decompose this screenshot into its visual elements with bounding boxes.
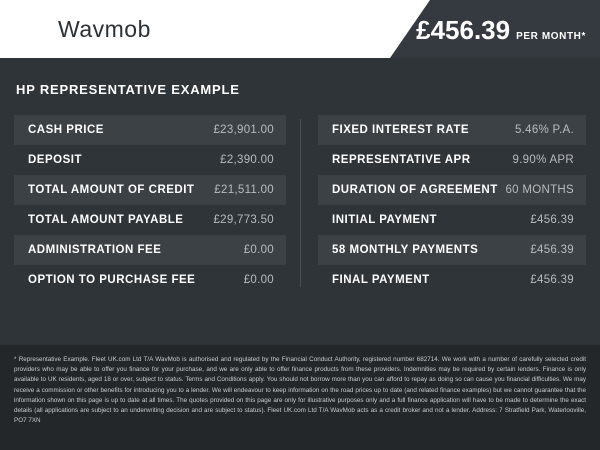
row-value: 5.46% P.A.	[514, 124, 574, 136]
row-label: 58 MONTHLY PAYMENTS	[332, 244, 479, 256]
row-value: £21,511.00	[214, 184, 274, 196]
row-value: 9.90% APR	[512, 154, 574, 166]
row-label: FIXED INTEREST RATE	[332, 124, 470, 136]
column-divider	[300, 119, 301, 287]
page-header	[0, 0, 600, 58]
row-value: £456.39	[530, 244, 574, 256]
row-value: £456.39	[530, 214, 574, 226]
row-label: DURATION OF AGREEMENT	[332, 184, 498, 196]
row-value: £29,773.50	[213, 214, 274, 226]
row-label: CASH PRICE	[28, 124, 104, 136]
table-row	[14, 175, 286, 205]
table-row	[318, 205, 586, 235]
table-row	[318, 115, 586, 145]
table-row	[14, 145, 286, 175]
table-row	[14, 115, 286, 145]
table-row	[14, 235, 286, 265]
right-column	[300, 115, 586, 295]
row-label: ADMINISTRATION FEE	[28, 244, 162, 256]
row-label: INITIAL PAYMENT	[332, 214, 438, 226]
table-row	[318, 145, 586, 175]
legal-disclaimer: * Representative Example. Fleet UK.com Ltd T/A WavMob is authorised and regulated by the Financial Conduct Authority, registered number 682714. We work with a number of carefully selected credit providers who may be able to offer you finance for your purchase, and we are only able to offer finance products from these providers. Indemnities may be required by certain lenders. Finance is only available to UK residents, aged 18 or over, subject to status. Terms and Conditions apply. You should not borrow more than you can afford to repay as doing so can cause you financial difficulties. We may receive a commission or other benefits for introducing you to a lender. We will endeavour to keep information on the road prices up to date (and related finance examples) but we cannot guarantee that the information shown on this page is up to date at all times. The quotes provided on this page are only for illustrative purposes only and a full finance application will have to be made to determine the exact details (all applications are subject to an underwriting decision and are subject to status). Fleet UK.com Ltd T/A WavMob acts as a credit broker and not a lender. Address: 7 Stratfield Park, Waterlooville, PO7 7XN	[0, 345, 600, 450]
row-label: FINAL PAYMENT	[332, 274, 430, 286]
row-value: £456.39	[530, 274, 574, 286]
row-label: DEPOSIT	[28, 154, 82, 166]
row-value: £0.00	[243, 244, 274, 256]
row-value: £2,390.00	[220, 154, 274, 166]
row-label: TOTAL AMOUNT OF CREDIT	[28, 184, 195, 196]
table-row	[318, 265, 586, 295]
page-title: HP REPRESENTATIVE EXAMPLE	[16, 82, 240, 97]
table-row	[14, 265, 286, 295]
row-value: 60 MONTHS	[505, 184, 574, 196]
row-label: TOTAL AMOUNT PAYABLE	[28, 214, 184, 226]
price-amount: £456.39	[416, 15, 511, 45]
row-value: £23,901.00	[213, 124, 274, 136]
row-value: £0.00	[243, 274, 274, 286]
brand-name: Wavmob	[58, 16, 151, 42]
table-row	[318, 235, 586, 265]
left-column	[14, 115, 300, 295]
table-row	[14, 205, 286, 235]
price-period-label: PER MONTH*	[516, 31, 586, 42]
monthly-price	[416, 15, 586, 46]
row-label: REPRESENTATIVE APR	[332, 154, 471, 166]
finance-details-table	[14, 115, 586, 295]
row-label: OPTION TO PURCHASE FEE	[28, 274, 196, 286]
table-row	[318, 175, 586, 205]
